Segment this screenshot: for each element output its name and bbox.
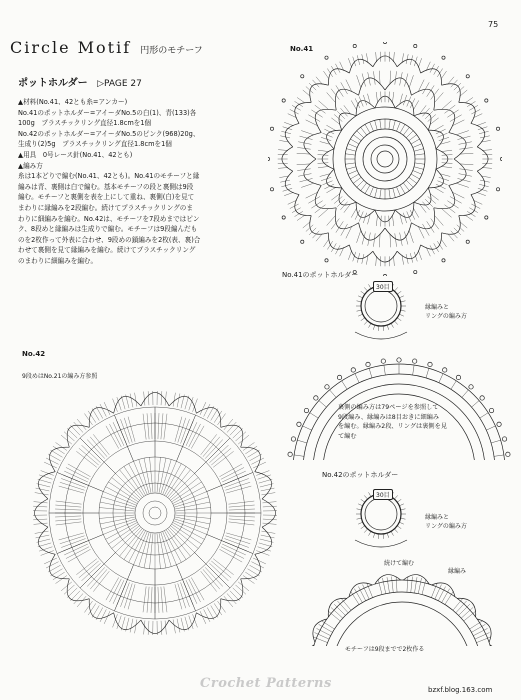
ring-count-label: 30目 [373,489,393,500]
edge-ring-label-1: 縁編みと [425,304,450,311]
ring-count-label: 30目 [373,281,393,292]
method-line: のまわりに細編みを編む。 [18,256,98,265]
no41-note [338,403,447,441]
no42-motif-diagram [20,378,290,648]
note-line: 9段編み、縁編みは8目おきに細編み [338,413,440,421]
materials-no42-line-1: No.42のポットホルダー=アイーダNo.5のピンク(968)20g、 [18,129,200,138]
page-number: 75 [488,20,499,29]
materials-no41-line-2: 100g プラスチックリング直径1.8cmを1個 [18,119,152,128]
edge-ring-label-2: リングの編み方 [425,313,467,320]
motif-note-label: モチーフは9段までで2枚作る [345,646,425,653]
no41-edging-diagram [285,340,513,460]
note-line: を編む。縁編み2段、リングは裏側を見 [338,423,447,430]
edge-ring-label-1: 縁編みと [425,514,450,521]
note-line: て編む [338,432,357,440]
method-line: のを2枚作って外表に合わせ、9段めの鎖編みを2枚(表、裏)合 [18,235,201,244]
method-line: わりに細編みを編む。No.42は、モチーフを7段めまではピン [18,214,200,223]
method-line: 糸は1本どりで編む(No.41、42とも)。No.41のモチーフと縁 [18,172,200,181]
method-line: わせて裏側を見て縁編みを編む。続けてプラスチックリング [18,246,196,255]
method-line: 編む。モチーフと裏側を表を上にして重ね、裏側(白)を見て [18,193,195,202]
page-title-block [10,38,203,57]
no41-label: No.41 [290,45,314,53]
no42-holder-label: No.42のポットホルダー [322,471,399,479]
page-title: Circle Motif [10,38,132,57]
no42-label: No.42 [22,350,46,358]
materials-no41-line-1: No.41のポットホルダー=アイーダNo.5の白(1)、青(133)各 [18,108,197,117]
method-line: 編みは青、裏側は白で編む。基本モチーフの段と裏側は9段 [18,182,194,191]
section-heading [18,74,142,89]
method-line: ク、8段めと縁編みは生成りで編む。モチーフは9段編んだも [18,225,198,234]
materials-no42-line-2: 生成り(2)5g プラスチックリング直径1.8cmを1個 [18,140,172,149]
section-title: ポットホルダー [18,78,88,89]
instructions-block [18,97,280,267]
note-line: 裏側の編み方は79ページを参照して [338,404,439,411]
continue-label: 続けて編む [384,560,415,567]
no42-edging-diagram [290,562,515,646]
site-url: bzxf.blog.163.com [428,686,493,694]
no42-caption: 9段めはNo.21の編み方参照 [22,373,98,380]
materials-heading: ▲材料(No.41、42とも糸=アンカー) [18,98,128,106]
watermark: Crochet Patterns [200,676,332,691]
no41-motif-diagram [268,42,502,276]
method-heading: ▲編み方 [18,161,43,170]
edge-ring-label-2: リングの編み方 [425,523,467,530]
no41-holder-label: No.41のポットホルダー [282,271,359,279]
page-subtitle: 円形のモチーフ [140,46,203,56]
tools-line: ▲用具 0号レース針(No.41、42とも) [18,150,133,159]
page-reference: ▷PAGE 27 [97,79,142,89]
method-line: まわりに縁編みを2段編む。続けてプラスチックリングのま [18,203,193,212]
edging-label: 縁編み [448,568,467,575]
